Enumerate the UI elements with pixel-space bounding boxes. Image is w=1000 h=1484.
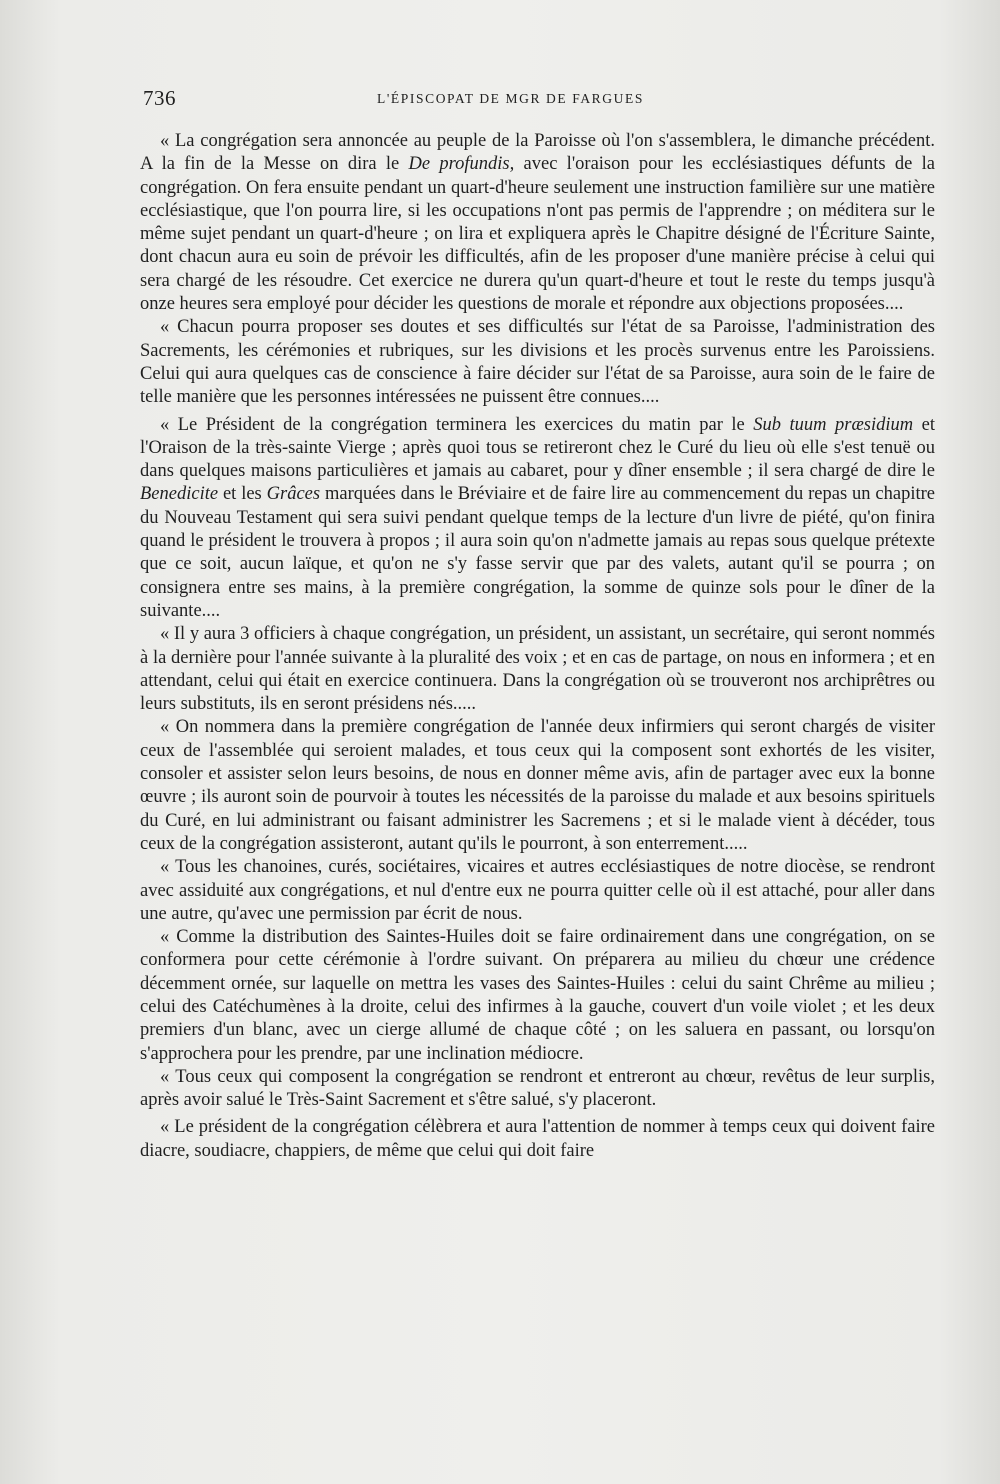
text-run: marquées dans le Bréviaire et de faire lire au commencement du repas un chapitre du Nouveau Testament qui sera suivi pendant quelque temps de la lecture d'un livre de piété, qu'on finira quand le président le trouvera à propos ; il aura soin qu'on n'admette jamais au repas sous quelque prétexte que ce soit, aucun laïque, et qu'on ne s'y fasse servir que par des valets, autant qu'il se pourra ; on consignera entre ses mains, à la première congrégation, la somme de quinze sols pour le dîner de la suivante.... bbox=[140, 484, 935, 621]
italic-text: Grâces bbox=[266, 484, 321, 505]
paragraph bbox=[140, 414, 935, 624]
paragraph bbox=[140, 1116, 935, 1163]
text-run: « On nommera dans la première congrégation de l'année deux infirmiers qui seront chargés de visiter ceux de l'assemblée qui seroient malades, et tous ceux qui la composent sont exhortés de les visiter, consoler et assister selon leurs besoins, de nous en donner même avis, afin de partager avec eux la bonne œuvre ; ils auront soin de pourvoir à toutes les nécessités de la paroisse du malade et aux besoins spirituels du Curé, en lui administrant ou faisant administrer les Sacremens ; et si le malade vient à décéder, tous ceux de la congrégation assisteront, autant qu'ils le pourront, à son enterrement..... bbox=[140, 717, 935, 854]
text-run: « Tous ceux qui composent la congrégation se rendront et entreront au chœur, revêtus de leur surplis, après avoir salué le Très-Saint Sacrement et s'être salué, s'y placeront. bbox=[140, 1066, 935, 1111]
text-run: et les bbox=[218, 484, 267, 505]
paragraph bbox=[140, 623, 935, 716]
paragraph bbox=[140, 1066, 935, 1113]
text-run: « Chacun pourra proposer ses doutes et ses difficultés sur l'état de sa Paroisse, l'administration des Sacrements, les cérémonies et rubriques, sur les divisions et les procès survenus entre les Paroissiens. Celui qui aura quelques cas de conscience à faire décider sur l'état de sa Paroisse, aura soin de le faire de telle manière que les personnes intéressées ne puissent être connues.... bbox=[140, 317, 935, 408]
paragraph bbox=[140, 130, 935, 316]
text-run: « Tous les chanoines, curés, sociétaires, vicaires et autres ecclésiastiques de notre diocèse, se rendront avec assiduité aux congrégations, et nul d'entre eux ne pourra quitter celle où il est attaché, pour aller dans une autre, qu'avec une permission par écrit de nous. bbox=[140, 857, 935, 924]
text-run: « Il y aura 3 officiers à chaque congrégation, un président, un assistant, un secrétaire, qui seront nommés à la dernière pour l'année suivante à la pluralité des voix ; et en cas de partage, on nous en informera ; et en attendant, celui qui était en exercice continuera. Dans la congrégation où se trouveront nos archiprêtres ou leurs substituts, ils en seront présidens nés..... bbox=[140, 624, 935, 715]
body-text bbox=[140, 130, 935, 1163]
paragraph bbox=[140, 926, 935, 1066]
running-title: L'ÉPISCOPAT DE MGR DE FARGUES bbox=[377, 91, 644, 106]
text-run: « Le président de la congrégation célèbrera et aura l'attention de nommer à temps ceux qui doivent faire diacre, soudiacre, chappiers, de même que celui qui doit faire bbox=[140, 1117, 935, 1161]
italic-text: De profundis, bbox=[408, 154, 515, 175]
text-run: « Comme la distribution des Saintes-Huiles doit se faire ordinairement dans une congrégation, on se conformera pour cette cérémonie à l'ordre suivant. On préparera au milieu du chœur une crédence décemment ornée, sur laquelle on mettra les vases des Saintes-Huiles : celui du saint Chrême au milieu ; celui des Catéchumènes à la droite, celui des infirmes à la gauche, couvert d'un voile violet ; et les deux premiers d'un blanc, avec un cierge allumé de chaque côté ; on les saluera en passant, ou lorsqu'on s'approchera pour les prendre, par une inclination médiocre. bbox=[140, 927, 935, 1064]
page-header bbox=[143, 86, 938, 114]
paragraph bbox=[140, 716, 935, 856]
paragraph bbox=[140, 856, 935, 926]
text-run: « Le Président de la congrégation terminera les exercices du matin par le bbox=[160, 414, 754, 435]
text-run: et l'Oraison de la très-sainte Vierge ; après quoi tous se retireront chez le Curé du lieu où elle s'est tenuë ou dans quelques maisons particulières et jamais au cabaret, pour y dîner ensemble ; il sera chargé de dire le bbox=[140, 414, 935, 482]
text-run: avec l'oraison pour les ecclésiastiques défunts de la congrégation. On fera ensuite pendant un quart-d'heure seulement une instruction familière sur une matière ecclésiastique, que l'on pourra lire, si les occupations n'ont pas permis de l'apprendre ; on méditera sur le même sujet pendant un quart-d'heure ; on lira et expliquera après le Chapitre désigné de l'Écriture Sainte, dont chacun aura eu soin de prévoir les difficultés, afin de les proposer d'une manière précise à celui qui sera chargé de les résoudre. Cet exercice ne durera qu'un quart-d'heure et tout le reste du temps jusqu'à onze heures sera employé pour décider les questions de morale et répondre aux objections proposées.... bbox=[140, 154, 935, 315]
text-run: « La congrégation sera annoncée au peuple de la Paroisse où l'on s'assemblera, le dimanche précédent. A la fin de la Messe on dira le bbox=[140, 131, 935, 175]
paragraph bbox=[140, 316, 935, 409]
italic-text: Benedicite bbox=[140, 484, 219, 505]
page-number: 736 bbox=[143, 86, 176, 110]
italic-text: Sub tuum præsidium bbox=[753, 414, 914, 435]
